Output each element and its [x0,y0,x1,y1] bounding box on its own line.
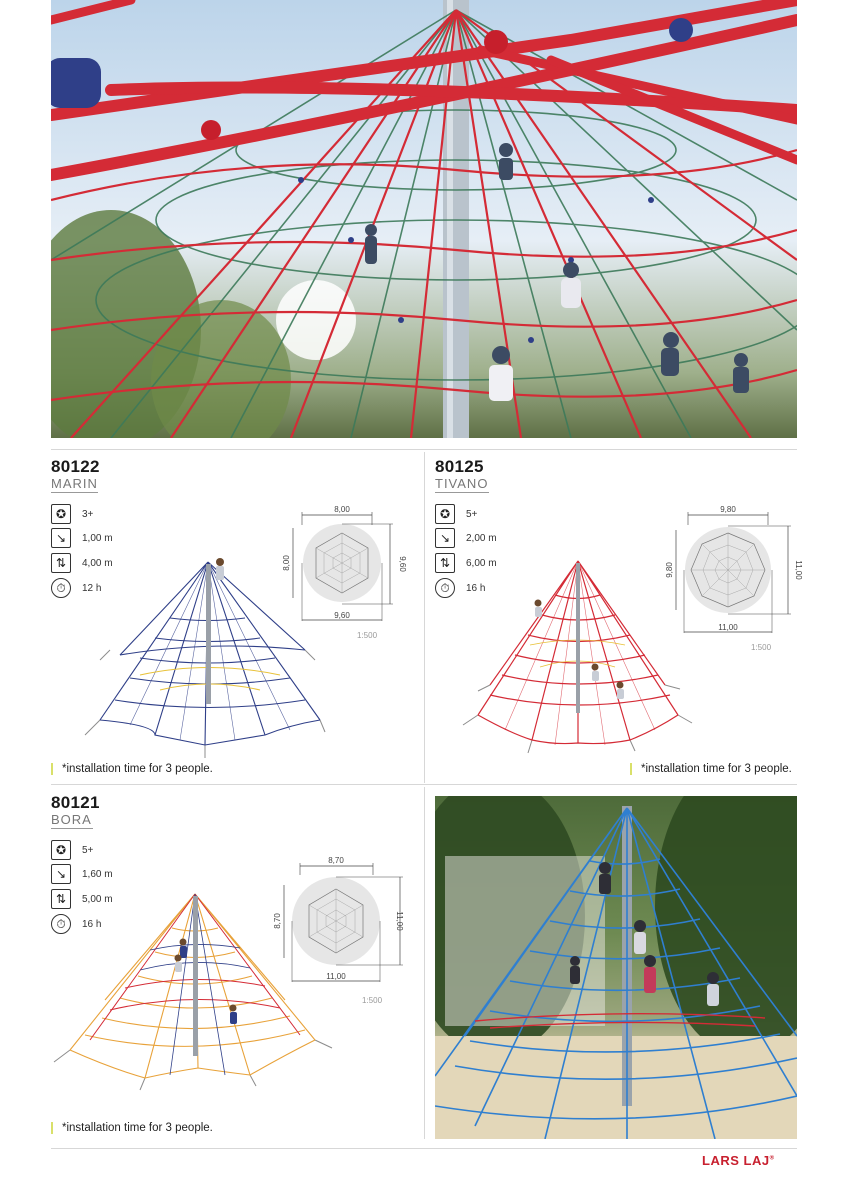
dim-left: 8,00 [282,555,291,571]
product-name: TIVANO [435,476,489,491]
product-code: 80121 [51,793,100,812]
installation-note [630,763,792,775]
spec-age [51,839,93,861]
product-illustration [80,550,330,760]
spec-value: 16 h [466,582,486,594]
spec-value: 5+ [466,508,478,520]
divider [51,1148,797,1149]
divider [51,449,797,450]
spec-value: 4,00 m [82,557,113,569]
installation-note [51,1122,213,1134]
hero-photo [51,0,797,438]
name-underline [435,492,489,493]
note-accent-bar [51,763,53,775]
dim-right: 9,60 [398,556,407,572]
spec-fall-height [435,527,497,549]
fall-height-icon: ↘ [435,528,455,548]
stopwatch-icon: ⏱ [435,578,455,598]
stopwatch-icon: ⏱ [51,578,71,598]
fall-height-icon: ↘ [51,864,71,884]
plan-scale: 1:500 [751,643,772,652]
spec-value: 16 h [82,918,102,930]
spec-value: 6,00 m [466,557,497,569]
fall-height-icon: ↘ [51,528,71,548]
plan-scale: 1:500 [362,996,383,1005]
child-age-icon: ✪ [435,504,455,524]
plan-scale: 1:500 [357,631,378,640]
note-accent-bar [51,1122,53,1134]
spec-value: 3+ [82,508,94,520]
stopwatch-icon: ⏱ [51,914,71,934]
spec-value: 1,00 m [82,532,113,544]
dim-bottom: 9,60 [334,611,350,620]
divider [51,784,797,785]
note-text: *installation time for 3 people. [62,763,213,775]
child-age-icon: ✪ [51,840,71,860]
spec-age [51,503,93,525]
height-icon: ⇅ [435,553,455,573]
divider [424,452,425,783]
spec-value: 1,60 m [82,868,113,880]
spec-fall-height [51,527,113,549]
spec-fall-height [51,863,113,885]
product-name: MARIN [51,476,98,491]
product-photo [435,796,797,1139]
spec-value: 12 h [82,582,102,594]
spec-value: 5+ [82,844,94,856]
product-name: BORA [51,812,92,827]
installation-note [51,763,213,775]
spec-value: 2,00 m [466,532,497,544]
note-accent-bar [630,763,632,775]
spec-value: 5,00 m [82,893,113,905]
dim-right: 11,00 [395,911,404,931]
brand-mark: ® [769,1155,775,1162]
dim-top: 8,00 [334,505,350,514]
note-text: *installation time for 3 people. [641,763,792,775]
product-code: 80122 [51,457,100,476]
product-illustration [460,555,695,755]
dim-bottom: 11,00 [326,972,346,981]
height-icon: ⇅ [51,553,71,573]
spec-age [435,503,477,525]
dim-top: 8,70 [328,856,344,865]
brand-logo [702,1153,774,1168]
dim-left: 8,70 [273,913,282,929]
child-age-icon: ✪ [51,504,71,524]
name-underline [51,828,93,829]
product-illustration [50,890,335,1100]
height-icon: ⇅ [51,889,71,909]
brand-name: LARS LAJ [702,1153,770,1168]
dim-top: 9,80 [720,505,736,514]
note-text: *installation time for 3 people. [62,1122,213,1134]
divider [424,787,425,1139]
product-code: 80125 [435,457,484,476]
dim-bottom: 11,00 [718,623,738,632]
dim-right: 11,00 [794,560,803,580]
dim-left: 9,80 [665,562,674,578]
name-underline [51,492,98,493]
